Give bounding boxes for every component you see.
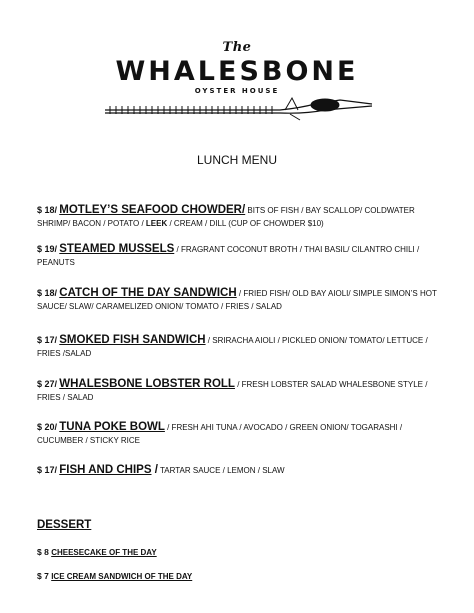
item-description: BITS OF FISH / BAY SCALLOP/ COLDWATER SHRIMP/ BACON / POTATO /	[37, 206, 415, 228]
menu-item-chowder	[37, 204, 447, 230]
menu-item-lobster-roll	[37, 378, 447, 404]
item-description-bold: LEEK	[145, 219, 168, 228]
item-price: $ 19/	[37, 244, 58, 254]
item-separator: /	[151, 464, 158, 476]
logo-tagline: OYSTER HOUSE	[194, 87, 280, 95]
item-price: $ 27/	[37, 379, 58, 389]
menu-item-smoked-fish	[37, 334, 447, 360]
item-description: TARTAR SAUCE / LEMON / SLAW	[157, 466, 285, 475]
menu-item-fish-and-chips	[37, 464, 447, 477]
item-name: WHALESBONE LOBSTER ROLL	[59, 378, 235, 390]
logo-the: The	[222, 40, 252, 55]
whale-skeleton-icon	[100, 92, 375, 122]
item-separator: /	[242, 204, 246, 216]
item-description: / FRIED FISH/ OLD BAY AIOLI/ SIMPLE SIMON’S HOT SAUCE/ SLAW/ CARAMELIZED ONION/ TOMATO / FRIES / SALAD	[37, 289, 437, 311]
dessert-price: $ 7	[37, 571, 52, 581]
item-name: SMOKED FISH SANDWICH	[59, 334, 206, 346]
menu-heading: LUNCH MENU	[196, 153, 277, 167]
dessert-price: $ 8	[37, 547, 52, 557]
item-name: CATCH OF THE DAY SANDWICH	[59, 287, 237, 299]
menu-item-mussels	[37, 243, 447, 269]
logo-title: WHALESBONE	[115, 56, 359, 87]
item-name: STEAMED MUSSELS	[59, 243, 175, 255]
item-name: MOTLEY’S SEAFOOD CHOWDER	[59, 204, 242, 216]
dessert-item-ice-cream-sandwich	[37, 571, 192, 581]
item-description: / SRIRACHA AIOLI / PICKLED ONION/ TOMATO/ LETTUCE / FRIES /SALAD	[37, 336, 428, 358]
item-name: FISH AND CHIPS	[59, 464, 152, 476]
item-price: $ 17/	[37, 465, 58, 475]
item-price: $ 18/	[37, 205, 58, 215]
item-description: / FRESH LOBSTER SALAD WHALESBONE STYLE / FRIES / SALAD	[37, 380, 428, 402]
item-price: $ 18/	[37, 288, 58, 298]
item-description: / FRESH AHI TUNA / AVOCADO / GREEN ONION/ TOGARASHI / CUCUMBER / STICKY RICE	[37, 423, 403, 445]
dessert-name: ICE CREAM SANDWICH OF THE DAY	[51, 572, 193, 581]
dessert-item-cheesecake	[37, 547, 157, 557]
menu-item-catch-sandwich	[37, 287, 447, 313]
dessert-heading: DESSERT	[37, 519, 92, 531]
whalesbone-logo	[0, 40, 474, 122]
item-description: / FRAGRANT COCONUT BROTH / THAI BASIL/ CILANTRO CHILI / PEANUTS	[37, 245, 420, 267]
item-price: $ 20/	[37, 422, 58, 432]
dessert-name: CHEESECAKE OF THE DAY	[51, 548, 157, 557]
item-price: $ 17/	[37, 335, 58, 345]
item-description-end: / CREAM / DILL (CUP OF CHOWDER $10)	[167, 219, 324, 228]
menu-item-poke-bowl	[37, 421, 447, 447]
item-name: TUNA POKE BOWL	[59, 421, 165, 433]
